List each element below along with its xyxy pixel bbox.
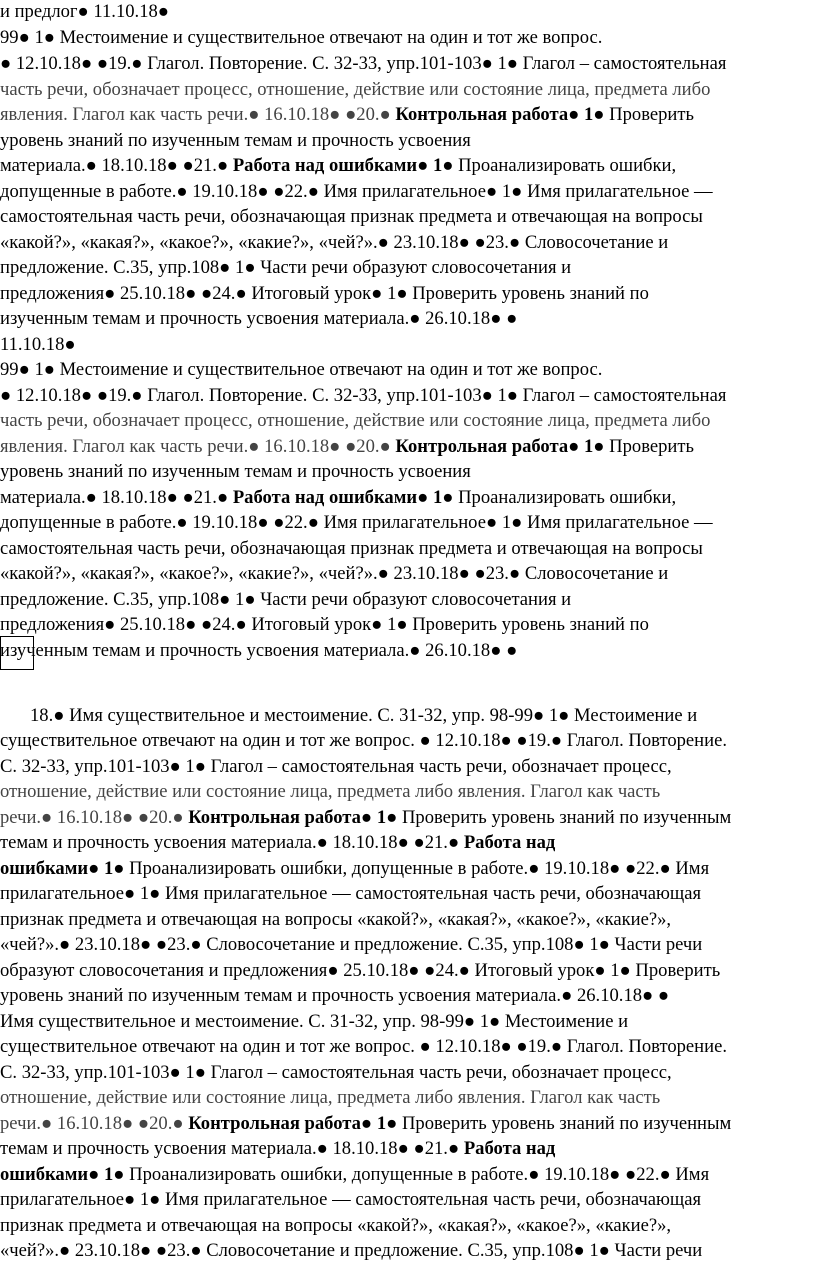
text-span: Проанализировать ошибки, допущенные в работе.● 19.10.18● ●22.● Имя bbox=[124, 858, 710, 879]
text-line bbox=[0, 103, 694, 127]
text-line: «чей?».● 23.10.18● ●23.● Словосочетание и предложение. С.35, упр.108● 1● Части речи bbox=[0, 1240, 703, 1261]
text-line bbox=[0, 435, 694, 459]
text-span: Проанализировать ошибки, bbox=[453, 155, 677, 176]
text-span: Проверить уровень знаний по изученным bbox=[397, 1113, 732, 1134]
text-line: допущенные в работе.● 19.10.18● ●22.● Имя прилагательное● 1● Имя прилагательное — bbox=[0, 181, 713, 202]
text-line: ● 12.10.18● ●19.● Глагол. Повторение. С. 32-33, упр.101-103● 1● Глагол – самостоятельная bbox=[0, 53, 727, 74]
text-line: «чей?».● 23.10.18● ●23.● Словосочетание и предложение. С.35, упр.108● 1● Части речи bbox=[0, 934, 703, 955]
bold-heading: ошибками● 1● bbox=[0, 858, 125, 879]
text-line: предложение. С.35, упр.108● 1● Части речи образуют словосочетания и bbox=[0, 589, 572, 610]
text-line: часть речи, обозначает процесс, отношение, действие или состояние лица, предмета либо bbox=[0, 410, 711, 431]
text-line: 99● 1● Местоимение и существительное отвечают на один и тот же вопрос. bbox=[0, 359, 603, 380]
bold-heading: Контрольная работа● 1● bbox=[395, 436, 605, 457]
text-line: отношение, действие или состояние лица, предмета либо явления. Глагол как часть bbox=[0, 781, 661, 802]
text-line: уровень знаний по изученным темам и прочность усвоения материала.● 26.10.18● ● bbox=[0, 985, 670, 1006]
text-span: Проверить уровень знаний по изученным bbox=[397, 807, 732, 828]
bold-heading: Работа над ошибками● 1● bbox=[232, 155, 454, 176]
bold-heading: Контрольная работа● 1● bbox=[188, 807, 398, 828]
text-line: «какой?», «какая?», «какое?», «какие?», «чей?».● 23.10.18● ●23.● Словосочетание и bbox=[0, 232, 669, 253]
bold-heading: Работа над bbox=[463, 1138, 556, 1159]
text-line: существительное отвечают на один и тот же вопрос. ● 12.10.18● ●19.● Глагол. Повторение. bbox=[0, 730, 727, 751]
text-line bbox=[0, 1112, 731, 1136]
text-span: материала.● 18.10.18● ●21.● bbox=[0, 487, 233, 508]
text-line: существительное отвечают на один и тот же вопрос. ● 12.10.18● ●19.● Глагол. Повторение. bbox=[0, 1036, 727, 1057]
text-line: предложения● 25.10.18● ●24.● Итоговый урок● 1● Проверить уровень знаний по bbox=[0, 614, 649, 635]
text-line: ● 12.10.18● ●19.● Глагол. Повторение. С. 32-33, упр.101-103● 1● Глагол – самостоятельная bbox=[0, 385, 727, 406]
text-span: явления. Глагол как часть речи.● 16.10.18● ●20.● bbox=[0, 104, 396, 125]
bold-heading: Работа над ошибками● 1● bbox=[232, 487, 454, 508]
text-span: Проанализировать ошибки, bbox=[453, 487, 677, 508]
text-line: 11.10.18● bbox=[0, 334, 76, 355]
text-line: признак предмета и отвечающая на вопросы «какой?», «какая?», «какое?», «какие?», bbox=[0, 1215, 672, 1236]
text-line: Имя существительное и местоимение. С. 31-32, упр. 98-99● 1● Местоимение и bbox=[0, 1011, 629, 1032]
text-line: С. 32-33, упр.101-103● 1● Глагол – самостоятельная часть речи, обозначает процесс, bbox=[0, 1062, 672, 1083]
text-line: изученным темам и прочность усвоения материала.● 26.10.18● ● bbox=[0, 640, 518, 661]
empty-cell-box bbox=[0, 636, 34, 670]
text-span: Проверить bbox=[604, 436, 694, 457]
text-line: признак предмета и отвечающая на вопросы «какой?», «какая?», «какое?», «какие?», bbox=[0, 909, 672, 930]
text-line bbox=[0, 486, 676, 510]
text-line: и предлог● 11.10.18● bbox=[0, 1, 170, 22]
text-line: допущенные в работе.● 19.10.18● ●22.● Имя прилагательное● 1● Имя прилагательное — bbox=[0, 512, 713, 533]
text-line: образуют словосочетания и предложения● 25.10.18● ●24.● Итоговый урок● 1● Проверить bbox=[0, 960, 721, 981]
text-line: самостоятельная часть речи, обозначающая признак предмета и отвечающая на вопросы bbox=[0, 538, 703, 559]
text-line: предложение. С.35, упр.108● 1● Части речи образуют словосочетания и bbox=[0, 257, 572, 278]
text-span: речи.● 16.10.18● ●20.● bbox=[0, 807, 189, 828]
text-span: явления. Глагол как часть речи.● 16.10.18● ●20.● bbox=[0, 436, 396, 457]
text-line: часть речи, обозначает процесс, отношение, действие или состояние лица, предмета либо bbox=[0, 79, 711, 100]
text-span: Проанализировать ошибки, допущенные в работе.● 19.10.18● ●22.● Имя bbox=[124, 1164, 710, 1185]
text-line bbox=[0, 831, 555, 855]
text-span: темам и прочность усвоения материала.● 18.10.18● ●21.● bbox=[0, 832, 464, 853]
text-line: 18.● Имя существительное и местоимение. С. 31-32, упр. 98-99● 1● Местоимение и bbox=[30, 705, 698, 726]
bold-heading: Контрольная работа● 1● bbox=[188, 1113, 398, 1134]
text-span: материала.● 18.10.18● ●21.● bbox=[0, 155, 233, 176]
bold-heading: ошибками● 1● bbox=[0, 1164, 125, 1185]
text-line: «какой?», «какая?», «какое?», «какие?», «чей?».● 23.10.18● ●23.● Словосочетание и bbox=[0, 563, 669, 584]
bold-heading: Работа над bbox=[463, 832, 556, 853]
text-line bbox=[0, 154, 676, 178]
text-line: самостоятельная часть речи, обозначающая признак предмета и отвечающая на вопросы bbox=[0, 206, 703, 227]
text-line: изученным темам и прочность усвоения материала.● 26.10.18● ● bbox=[0, 308, 518, 329]
text-line: прилагательное● 1● Имя прилагательное — самостоятельная часть речи, обозначающая bbox=[0, 1189, 702, 1210]
text-line: отношение, действие или состояние лица, предмета либо явления. Глагол как часть bbox=[0, 1087, 661, 1108]
bold-heading: Контрольная работа● 1● bbox=[395, 104, 605, 125]
text-line: уровень знаний по изученным темам и прочность усвоения bbox=[0, 461, 471, 482]
text-line: С. 32-33, упр.101-103● 1● Глагол – самостоятельная часть речи, обозначает процесс, bbox=[0, 756, 672, 777]
text-line: уровень знаний по изученным темам и прочность усвоения bbox=[0, 130, 471, 151]
text-line bbox=[0, 806, 731, 830]
text-line bbox=[0, 857, 709, 881]
text-line: прилагательное● 1● Имя прилагательное — самостоятельная часть речи, обозначающая bbox=[0, 883, 702, 904]
text-line: 99● 1● Местоимение и существительное отвечают на один и тот же вопрос. bbox=[0, 27, 603, 48]
text-span: Проверить bbox=[604, 104, 694, 125]
text-line: предложения● 25.10.18● ●24.● Итоговый урок● 1● Проверить уровень знаний по bbox=[0, 283, 649, 304]
text-span: темам и прочность усвоения материала.● 18.10.18● ●21.● bbox=[0, 1138, 464, 1159]
text-line bbox=[0, 1137, 555, 1161]
text-line bbox=[0, 1163, 709, 1187]
text-span: речи.● 16.10.18● ●20.● bbox=[0, 1113, 189, 1134]
